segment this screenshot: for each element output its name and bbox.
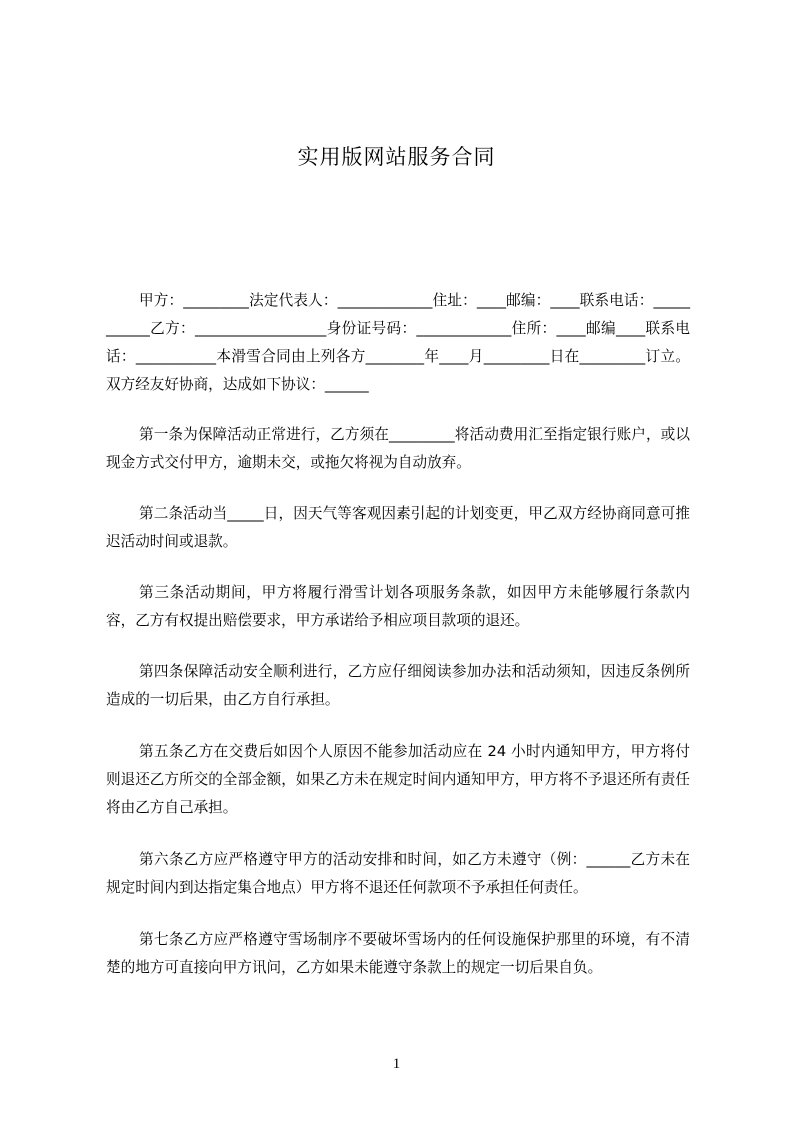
- clause-1-paragraph: 第一条为保障活动正常进行，乙方须在_________将活动费用汇至指定银行账户，或以现金方式交付甲方，逾期未交，或拖欠将视为自动放弃。: [106, 426, 690, 471]
- clause-3-paragraph: 第三条活动期间，甲方将履行滑雪计划各项服务条款，如因甲方未能够履行条款内容，乙方有权提出赔偿要求，甲方承诺给予相应项目款项的退还。: [106, 584, 690, 629]
- clause-5-paragraph: 第五条乙方在交费后如因个人原因不能参加活动应在 24 小时内通知甲方，甲方将付则退还乙方所交的全部金额，如果乙方未在规定时间内通知甲方，甲方将不予退还所有责任将由乙方自己承担。: [106, 743, 690, 816]
- document-title: 实用版网站服务合同: [297, 145, 496, 169]
- clause-2-paragraph: 第二条活动当_____日，因天气等客观因素引起的计划变更，甲乙双方经协商同意可推迟活动时间或退款。: [106, 505, 690, 550]
- page-number: 1: [392, 1056, 401, 1072]
- clause-4-paragraph: 第四条保障活动安全顺利进行，乙方应仔细阅读参加办法和活动须知，因违反条例所造成的一切后果，由乙方自行承担。: [106, 663, 690, 708]
- clause-7-paragraph: 第七条乙方应严格遵守雪场制序不要破坏雪场内的任何设施保护那里的环境，有不清楚的地方可直接向甲方讯问，乙方如果未能遵守条款上的规定一切后果自负。: [106, 931, 690, 976]
- clause-6-paragraph: 第六条乙方应严格遵守甲方的活动安排和时间，如乙方未遵守（例：______乙方未在规定时间内到达指定集合地点）甲方将不退还任何款项不予承担任何责任。: [106, 851, 690, 896]
- parties-intro-paragraph: 甲方：_________法定代表人：_____________住址：____邮编：____联系电话：___________乙方：__________________身份证号码：_____________住所：____邮编____联系电话：___________本滑雪合同由上列各方________年____月_________日在_________订立。双方经友好协商，达成如下协议：______: [106, 292, 690, 393]
